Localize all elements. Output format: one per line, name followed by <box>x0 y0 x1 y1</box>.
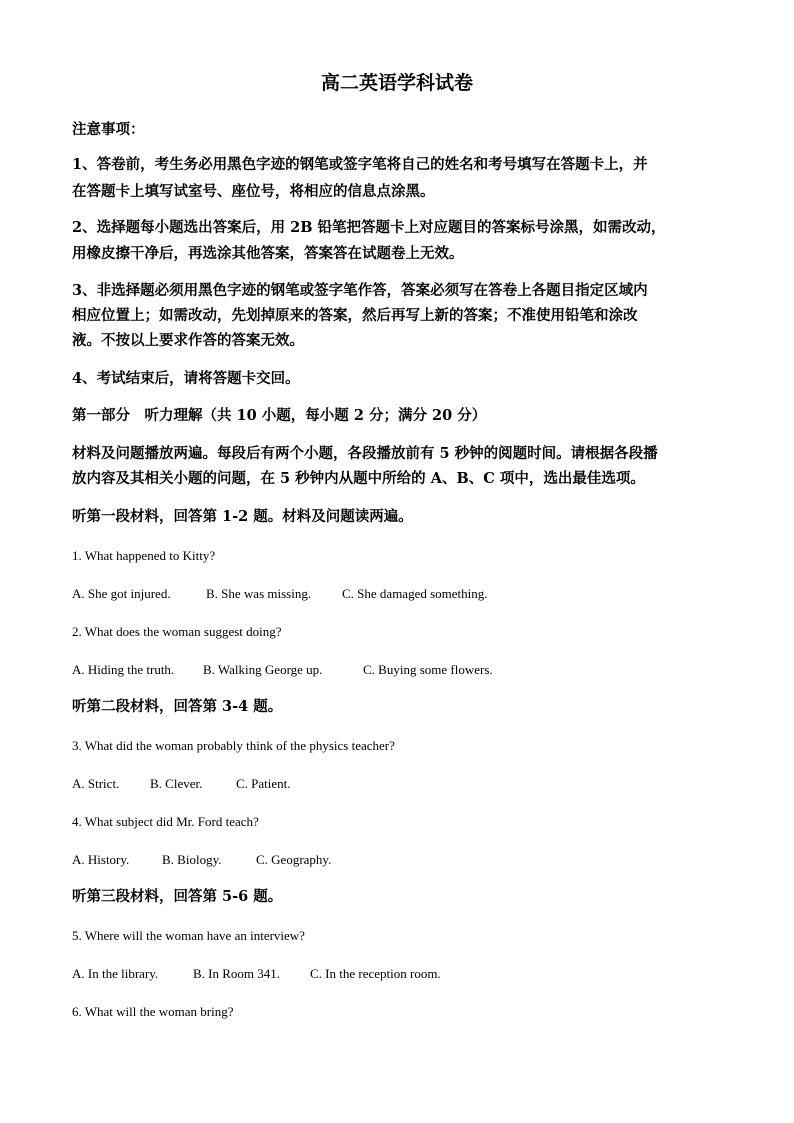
notice-item-1-line-2: 在答题卡上填写试室号、座位号，将相应的信息点涂黑。 <box>72 183 435 200</box>
part1-intro-line-2: 放内容及其相关小题的问题，在 5 秒钟内从题中所给的 A、B、C 项中，选出最佳选项。 <box>72 470 645 487</box>
notice-item-1-line-1: 1、答卷前，考生务必用黑色字迹的钢笔或签字笔将自己的姓名和考号填写在答题卡上，并 <box>72 156 648 173</box>
question-2-options <box>72 663 493 676</box>
section-2-heading: 听第二段材料，回答第 3-4 题。 <box>72 698 283 715</box>
option-b: B. Walking George up. <box>203 662 323 677</box>
option-c: C. Patient. <box>236 776 291 791</box>
option-b: B. In Room 341. <box>193 966 281 981</box>
page-title: 高二英语学科试卷 <box>320 72 473 94</box>
question-6: 6. What will the woman bring? <box>72 1004 234 1019</box>
part1-heading: 第一部分 听力理解（共 10 小题，每小题 2 分；满分 20 分） <box>72 407 487 424</box>
option-b: B. She was missing. <box>206 586 312 601</box>
option-a: A. In the library. <box>72 966 159 981</box>
question-3-options <box>72 777 291 790</box>
notice-item-2-line-1: 2、选择题每小题选出答案后，用 2B 铅笔把答题卡上对应题目的答案标号涂黑，如需改动， <box>72 219 666 236</box>
option-a: A. History. <box>72 852 130 867</box>
notice-item-4: 4、考试结束后，请将答题卡交回。 <box>72 370 300 387</box>
question-5: 5. Where will the woman have an interview? <box>72 928 305 943</box>
option-c: C. Buying some flowers. <box>363 662 493 677</box>
question-2: 2. What does the woman suggest doing? <box>72 624 282 639</box>
option-c: C. Geography. <box>256 852 332 867</box>
section-1-heading: 听第一段材料，回答第 1-2 题。材料及问题读两遍。 <box>72 508 413 525</box>
option-a: A. Hiding the truth. <box>72 662 175 677</box>
question-1: 1. What happened to Kitty? <box>72 548 216 563</box>
notice-item-3-line-3: 液。不按以上要求作答的答案无效。 <box>72 332 304 349</box>
question-3: 3. What did the woman probably think of the physics teacher? <box>72 738 395 753</box>
question-4-options <box>72 853 331 866</box>
notice-item-3-line-1: 3、非选择题必须用黑色字迹的钢笔或签字笔作答，答案必须写在答卷上各题目指定区域内 <box>72 282 648 299</box>
part1-intro-line-1: 材料及问题播放两遍。每段后有两个小题，各段播放前有 5 秒钟的阅题时间。请根据各段播 <box>72 445 658 462</box>
option-b: B. Biology. <box>162 852 222 867</box>
question-5-options <box>72 967 441 980</box>
option-c: C. She damaged something. <box>342 586 488 601</box>
notice-heading: 注意事项： <box>72 121 145 138</box>
option-a: A. She got injured. <box>72 586 171 601</box>
notice-item-3-line-2: 相应位置上；如需改动，先划掉原来的答案，然后再写上新的答案；不准使用铅笔和涂改 <box>72 307 638 324</box>
option-b: B. Clever. <box>150 776 203 791</box>
option-a: A. Strict. <box>72 776 120 791</box>
notice-item-2-line-2: 用橡皮擦干净后，再选涂其他答案，答案答在试题卷上无效。 <box>72 245 464 262</box>
section-3-heading: 听第三段材料，回答第 5-6 题。 <box>72 888 283 905</box>
option-c: C. In the reception room. <box>310 966 441 981</box>
question-1-options <box>72 587 488 600</box>
question-4: 4. What subject did Mr. Ford teach? <box>72 814 259 829</box>
